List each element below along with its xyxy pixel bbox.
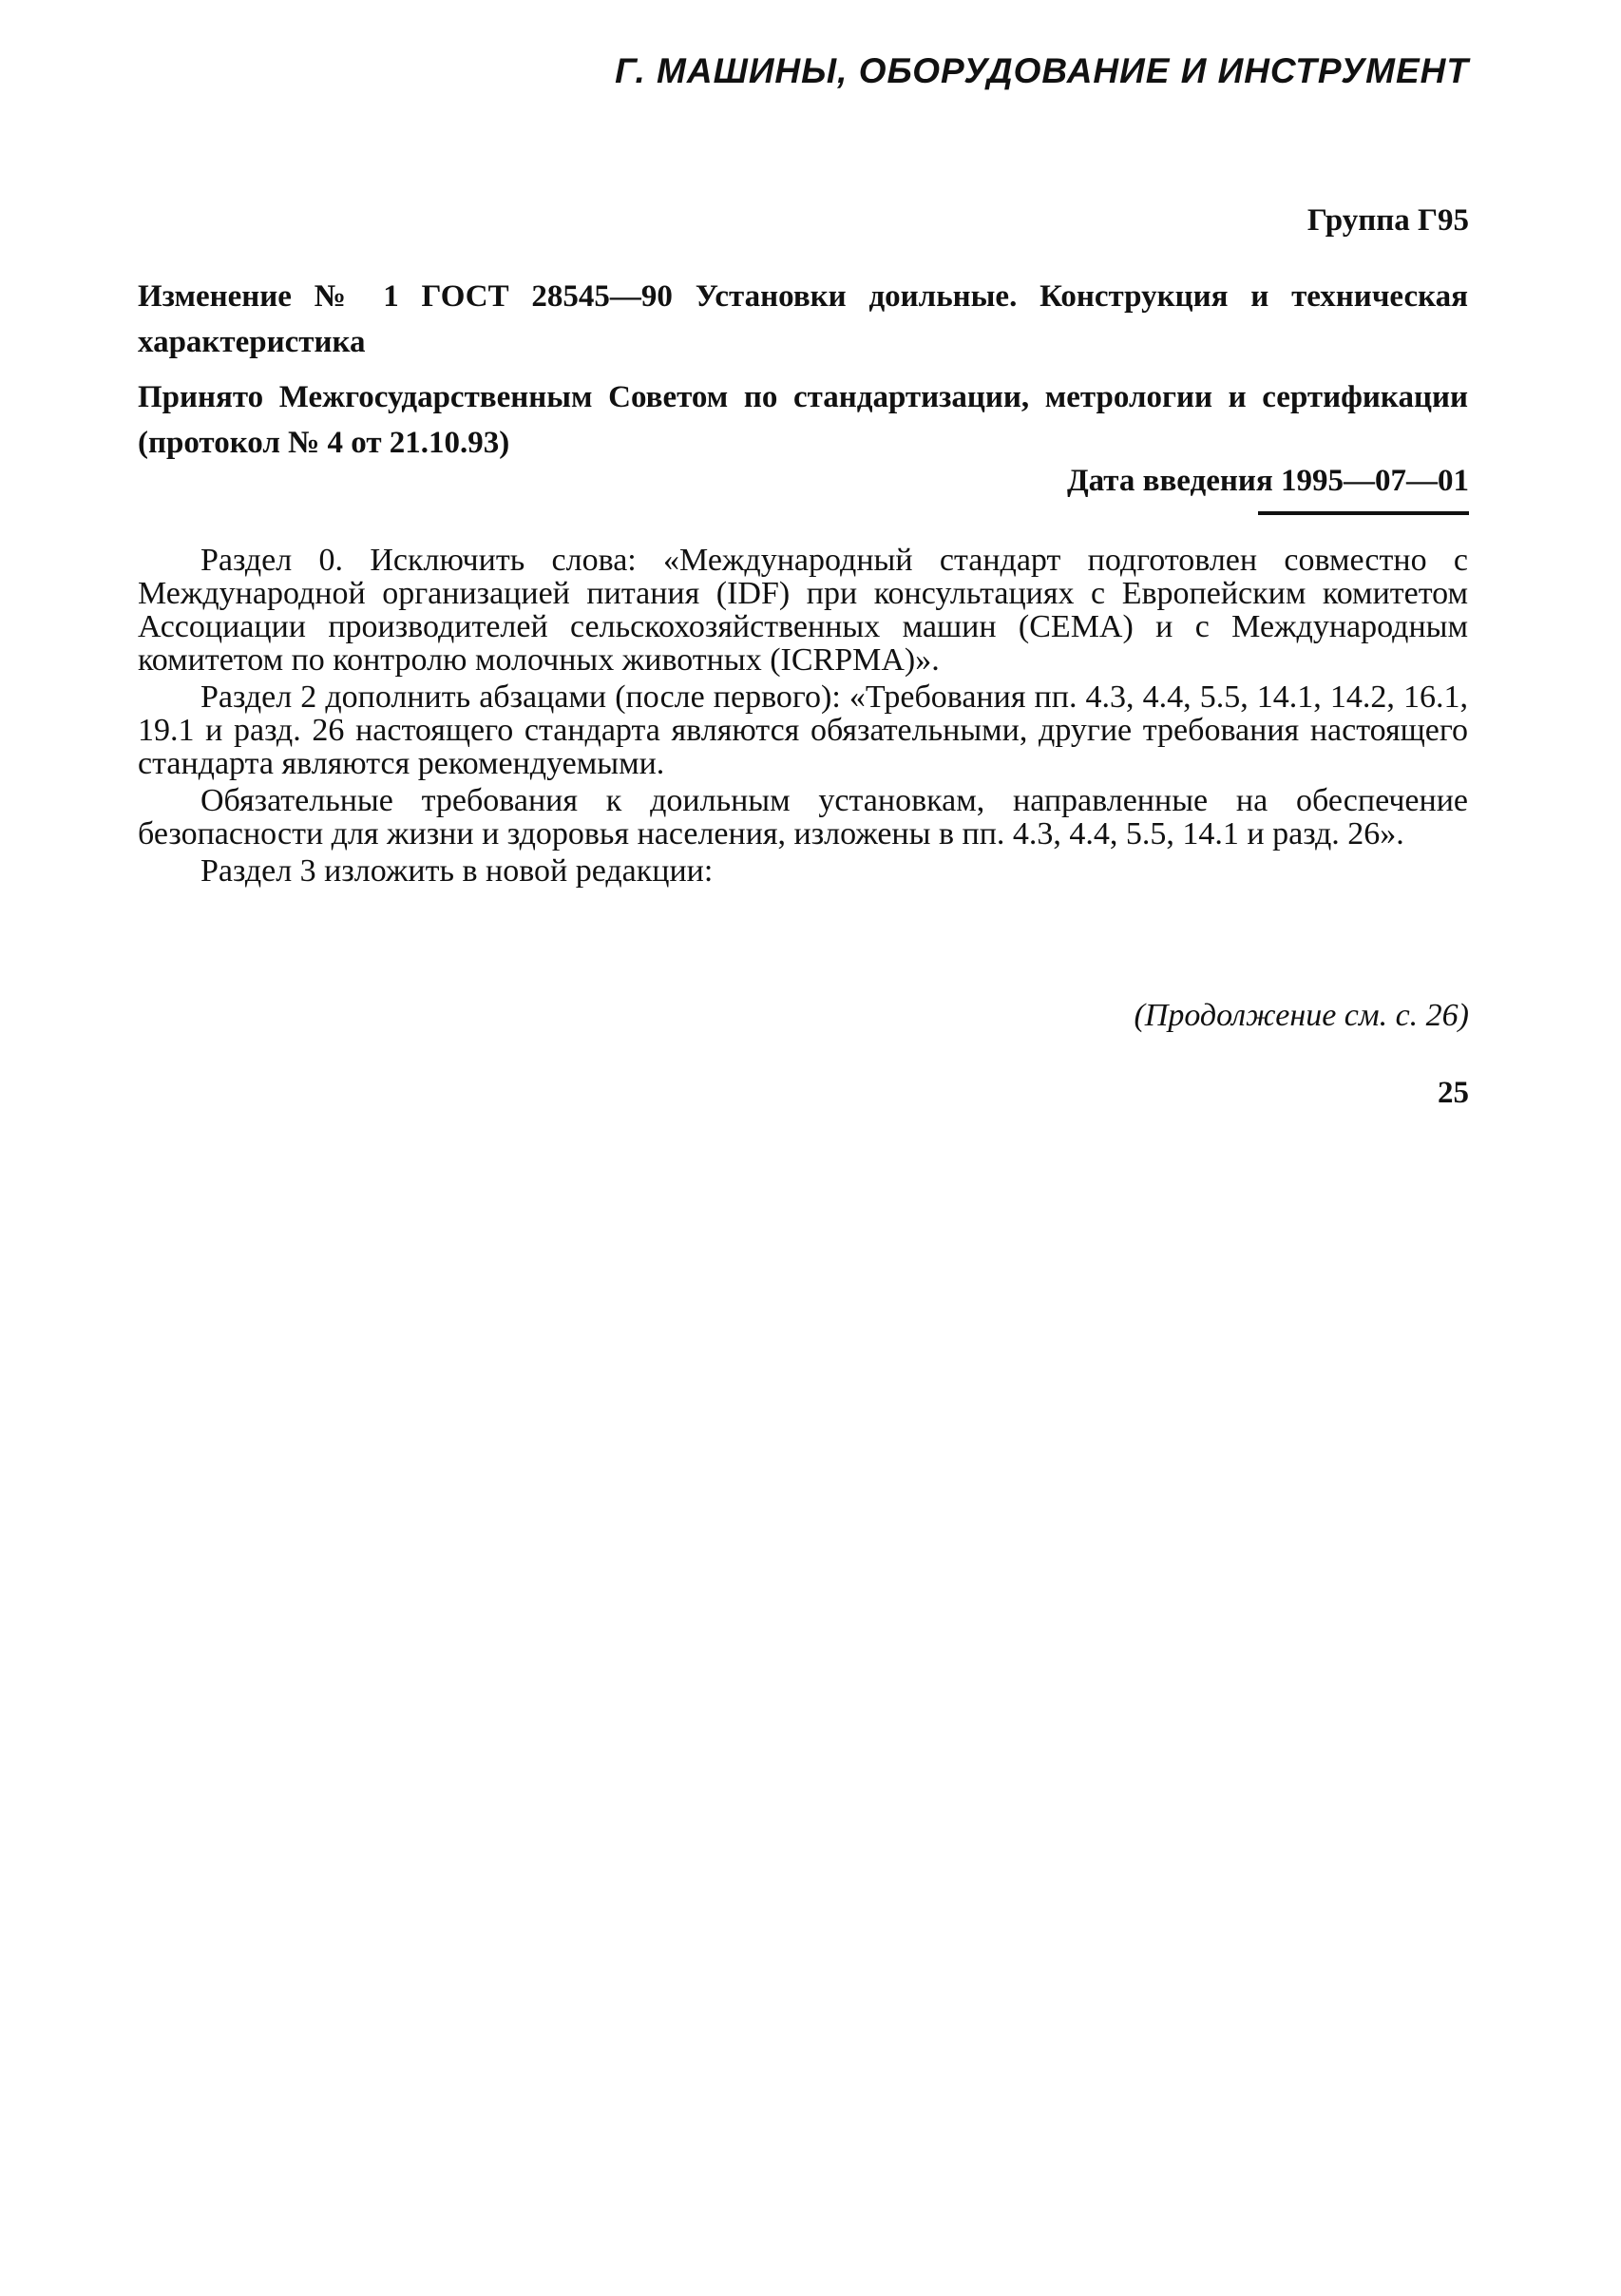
continuation-note: (Продолжение см. с. 26): [1134, 998, 1469, 1033]
paragraph: Раздел 2 дополнить абзацами (после первого): «Требования пп. 4.3, 4.4, 5.5, 14.1, 14.2, 16.1, 19.1 и разд. 26 настоящего стандарта являются обязательными, другие требования настоящего стандарта являются рекомендуемыми.: [138, 679, 1468, 781]
effective-date-value: 1995—07—01: [1281, 464, 1469, 498]
effective-date-line: [1067, 464, 1469, 499]
paragraph: Раздел 0. Исключить слова: «Международный стандарт подготовлен совместно с Международной организацией питания (IDF) при консультациях с Европейским комитетом Ассоциации производителей сельскохозяйственных машин (CEMA) и с Международным комитетом по контролю молочных животных (ICRPMA)».: [138, 543, 1468, 678]
adoption-note: Принято Межгосударственным Советом по стандартизации, метрологии и сертификации (протокол № 4 от 21.10.93): [138, 380, 1468, 460]
amendment-title: Изменение № 1 ГОСТ 28545—90 Установки доильные. Конструкция и техническая характеристика: [138, 279, 1468, 359]
effective-date-label: Дата введения: [1066, 464, 1273, 498]
section-title: Г. МАШИНЫ, ОБОРУДОВАНИЕ И ИНСТРУМЕНТ: [615, 51, 1469, 90]
group-code: Группа Г95: [1306, 203, 1469, 238]
date-underline: [1258, 511, 1469, 515]
page-number: 25: [1438, 1076, 1469, 1110]
body-text: [138, 544, 1468, 891]
paragraph: Обязательные требования к доильным установкам, направленные на обеспечение безопасности для жизни и здоровья населения, изложены в пп. 4.3, 4.4, 5.5, 14.1 и разд. 26».: [138, 783, 1468, 851]
paragraph: Раздел 3 изложить в новой редакции:: [200, 853, 714, 889]
